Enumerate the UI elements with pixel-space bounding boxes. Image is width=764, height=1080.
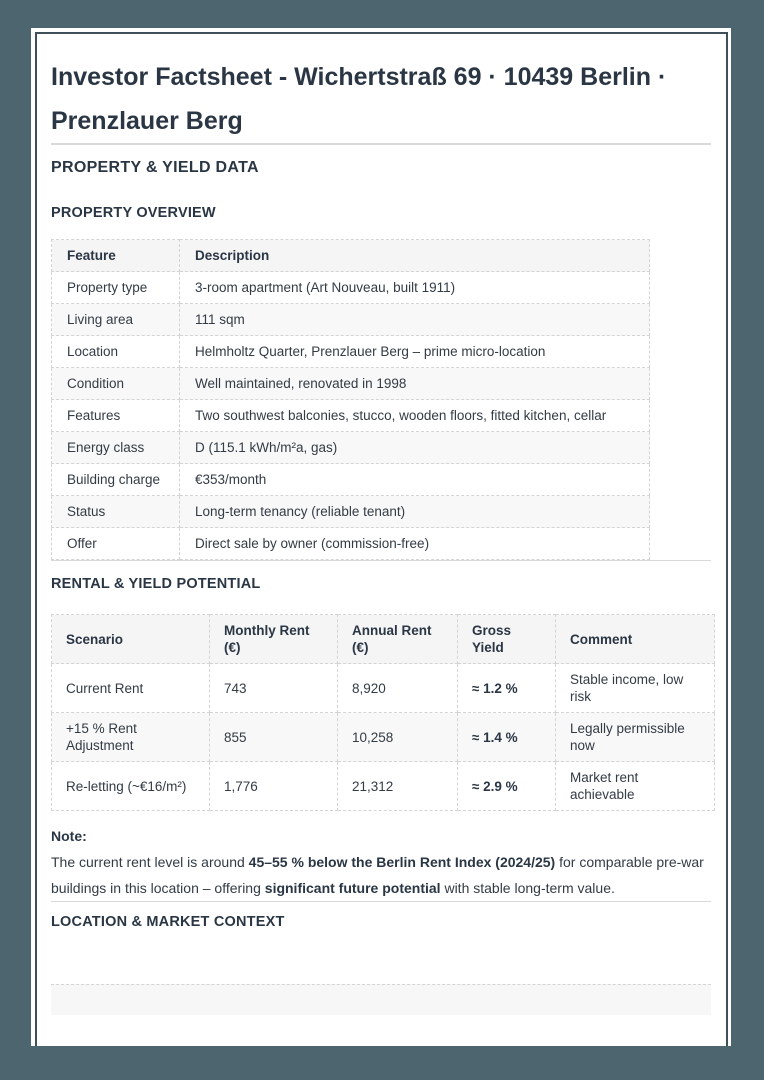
page-content	[37, 55, 726, 1015]
column-header: Description	[180, 240, 650, 272]
note-bold-text: 45–55 % below the Berlin Rent Index (2024/25)	[248, 854, 556, 870]
table-cell: Two southwest balconies, stucco, wooden floors, fitted kitchen, cellar	[180, 400, 650, 432]
table-cell: Current Rent	[52, 664, 210, 713]
table-row	[52, 713, 715, 762]
table-cell: Offer	[52, 528, 180, 560]
table-row	[52, 400, 650, 432]
table-cell: 855	[210, 713, 338, 762]
table-cell: 3-room apartment (Art Nouveau, built 1911)	[180, 272, 650, 304]
table-cell: €353/month	[180, 464, 650, 496]
table-row	[52, 664, 715, 713]
table-cell: Re-letting (~€16/m²)	[52, 762, 210, 811]
document-page	[31, 28, 731, 1046]
table-row	[52, 528, 650, 560]
table-cell: 111 sqm	[180, 304, 650, 336]
subsection-heading-property-overview: PROPERTY OVERVIEW	[51, 205, 216, 221]
column-header: Annual Rent (€)	[338, 615, 458, 664]
table-row	[52, 432, 650, 464]
table-cell: 743	[210, 664, 338, 713]
column-header: Gross Yield	[458, 615, 556, 664]
property-overview-table	[51, 239, 650, 560]
page-title: Investor Factsheet - Wichertstraß 69 · 10439 Berlin · Prenzlauer Berg	[51, 63, 667, 135]
table-cell: Energy class	[52, 432, 180, 464]
table-cell: 1,776	[210, 762, 338, 811]
table-cell: Status	[52, 496, 180, 528]
table-row	[52, 272, 650, 304]
table-cell: D (115.1 kWh/m²a, gas)	[180, 432, 650, 464]
table-cell: Long-term tenancy (reliable tenant)	[180, 496, 650, 528]
table-row	[52, 304, 650, 336]
table-row	[52, 496, 650, 528]
note-plain-text: for comparable pre-war buildings in this location – offering	[51, 854, 704, 896]
table-cell: ≈ 1.4 %	[458, 713, 556, 762]
table-cell: Direct sale by owner (commission-free)	[180, 528, 650, 560]
table-cell: Stable income, low risk	[556, 664, 715, 713]
table-cell: Location	[52, 336, 180, 368]
rental-yield-table	[51, 614, 715, 811]
table-cell: +15 % Rent Adjustment	[52, 713, 210, 762]
table-row	[52, 762, 715, 811]
column-header: Monthly Rent (€)	[210, 615, 338, 664]
table-cell: 8,920	[338, 664, 458, 713]
table-cell: 21,312	[338, 762, 458, 811]
section-heading-property-yield-data: PROPERTY & YIELD DATA	[51, 159, 259, 176]
table-cell: Condition	[52, 368, 180, 400]
section-heading-location-market: LOCATION & MARKET CONTEXT	[51, 914, 285, 930]
note-text	[51, 849, 711, 901]
table-cell: Helmholtz Quarter, Prenzlauer Berg – prime micro-location	[180, 336, 650, 368]
table-header-row	[52, 240, 650, 272]
table-row	[52, 464, 650, 496]
table-cell: Features	[52, 400, 180, 432]
table-cell: Living area	[52, 304, 180, 336]
table-cell: Well maintained, renovated in 1998	[180, 368, 650, 400]
table-header-row	[52, 615, 715, 664]
column-header: Comment	[556, 615, 715, 664]
table-cell: ≈ 1.2 %	[458, 664, 556, 713]
divider	[51, 901, 711, 902]
note-plain-text: The current rent level is around	[51, 854, 249, 870]
note-label: Note:	[51, 828, 87, 844]
column-header: Scenario	[52, 615, 210, 664]
note-bold-text: significant future potential	[264, 880, 441, 896]
subsection-heading-rental-yield: RENTAL & YIELD POTENTIAL	[51, 576, 261, 592]
divider	[51, 144, 711, 145]
note-plain-text: with stable long-term value.	[440, 880, 615, 896]
table-row	[52, 368, 650, 400]
table-row	[52, 336, 650, 368]
cutoff-table-top	[51, 984, 711, 1015]
column-header: Feature	[52, 240, 180, 272]
table-cell: Market rent achievable	[556, 762, 715, 811]
page-frame	[35, 32, 728, 1046]
divider	[51, 560, 711, 561]
table-cell: Building charge	[52, 464, 180, 496]
table-cell: Property type	[52, 272, 180, 304]
table-cell: ≈ 2.9 %	[458, 762, 556, 811]
table-cell: Legally permissible now	[556, 713, 715, 762]
table-cell: 10,258	[338, 713, 458, 762]
